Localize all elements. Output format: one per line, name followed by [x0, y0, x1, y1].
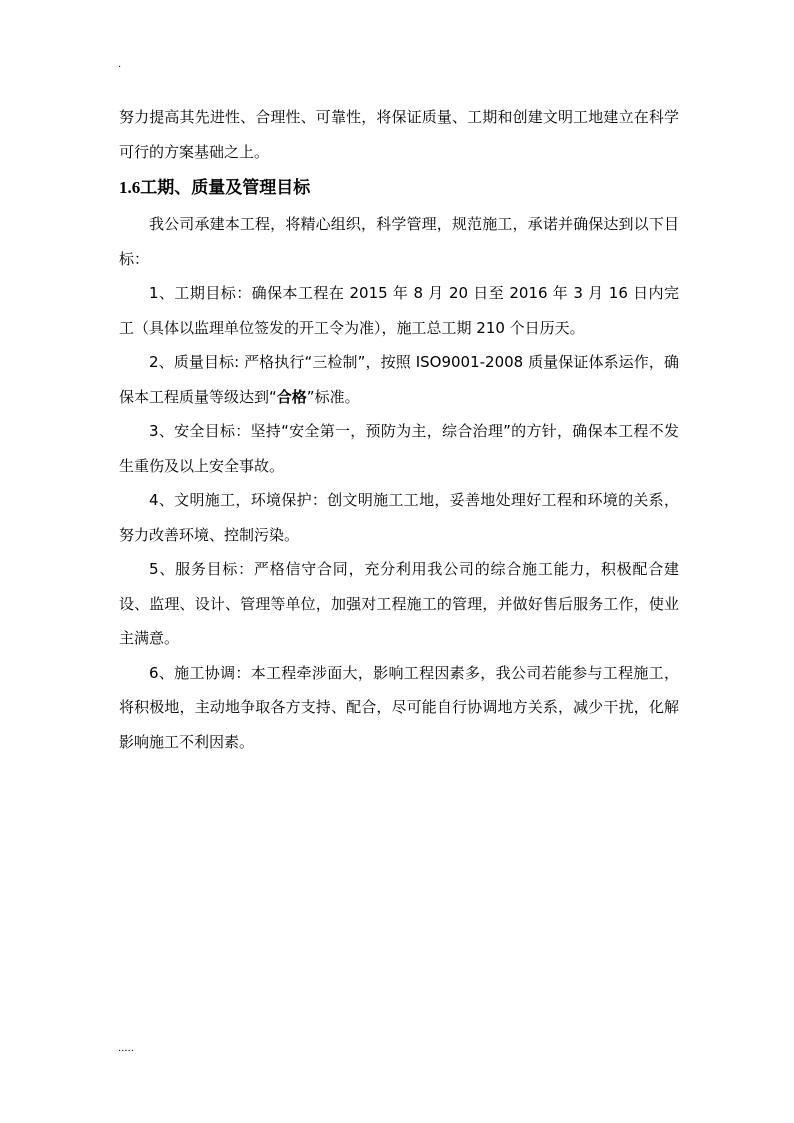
page-content [119, 100, 679, 759]
header-mark: . [118, 59, 122, 70]
quality-goal-paragraph [119, 345, 679, 414]
safety-goal-paragraph: 3、安全目标：坚持“安全第一，预防为主，综合治理”的方针，确保本工程不发生重伤及以上安全事故。 [119, 422, 679, 475]
lead-paragraph: 我公司承建本工程，将精心组织，科学管理，规范施工，承诺并确保达到以下目标： [119, 215, 679, 268]
schedule-goal-paragraph: 1、工期目标：确保本工程在 2015 年 8 月 20 日至 2016 年 3 月 16 日内完工（具体以监理单位签发的开工令为准），施工总工期 210 个日历天。 [119, 284, 679, 337]
coordination-paragraph: 6、施工协调：本工程牵涉面大，影响工程因素多，我公司若能参与工程施工，将积极地，主动地争取各方支持、配合，尽可能自行协调地方关系，减少干扰，化解影响施工不利因素。 [119, 663, 679, 751]
intro-paragraph: 努力提高其先进性、合理性、可靠性，将保证质量、工期和创建文明工地建立在科学可行的方案基础之上。 [119, 108, 679, 161]
quality-goal-text: 2、质量目标: 严格执行“三检制”，按照 ISO9001-2008 质量保证体系运作，确保本工程质量等级达到“ [119, 353, 679, 406]
quality-goal-suffix: ”标准。 [306, 387, 360, 406]
quality-grade-emphasis: 合格 [276, 387, 307, 406]
footer-mark: ..... [118, 1043, 134, 1054]
service-goal-paragraph: 5、服务目标：严格信守合同，充分利用我公司的综合施工能力，积极配合建设、监理、设计、管理等单位，加强对工程施工的管理，并做好售后服务工作，使业主满意。 [119, 560, 679, 647]
section-title: 工期、质量及管理目标 [140, 178, 311, 198]
civilized-construction-paragraph: 4、文明施工，环境保护：创文明施工工地，妥善地处理好工程和环境的关系，努力改善环境、控制污染。 [119, 491, 679, 544]
section-heading [119, 171, 679, 207]
section-number: 1.6 [119, 178, 141, 197]
